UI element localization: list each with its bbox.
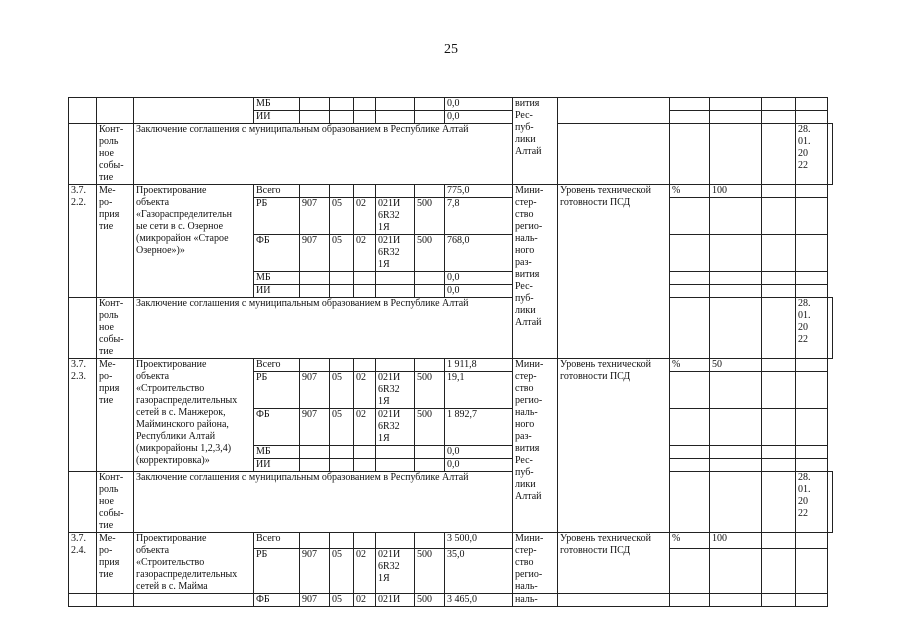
table-cell [330, 111, 354, 124]
table-cell [710, 124, 762, 185]
table-cell: Заключение соглашения с муниципальным образованием в Республике Алтай [134, 298, 513, 359]
table-cell: МБ [254, 272, 300, 285]
table-cell [415, 533, 445, 549]
table-cell [300, 359, 330, 372]
table-cell [762, 548, 796, 593]
table-cell [376, 285, 415, 298]
table-cell: 3.7. 2.3. [69, 359, 97, 472]
table-cell: 0,0 [445, 459, 513, 472]
table-cell [762, 359, 796, 372]
table-cell [330, 185, 354, 198]
table-cell: 500 [415, 548, 445, 593]
table-cell [300, 533, 330, 549]
table-cell: ИИ [254, 111, 300, 124]
table-cell: 100 [710, 533, 762, 549]
table-cell: Конт- роль ное собы- тие [97, 124, 134, 185]
table-cell [828, 472, 833, 533]
table-cell: 02 [354, 594, 376, 607]
table-cell: МБ [254, 446, 300, 459]
table-cell: 1 911,8 [445, 359, 513, 372]
table-row [69, 298, 833, 359]
table-cell: % [670, 359, 710, 372]
table-cell: 28. 01. 20 22 [796, 298, 828, 359]
table-cell [710, 409, 762, 446]
table-cell: Всего [254, 359, 300, 372]
table-cell [558, 98, 670, 124]
table-cell [762, 459, 796, 472]
table-cell: Проектирование объекта «Строительство газораспределительных сетей в с. Майма [134, 533, 254, 594]
table-cell [330, 272, 354, 285]
table-cell: 05 [330, 235, 354, 272]
table-cell [762, 446, 796, 459]
table-cell [670, 472, 710, 533]
table-cell: ФБ [254, 409, 300, 446]
table-cell: 0,0 [445, 285, 513, 298]
table-row [69, 533, 833, 549]
table-cell: 775,0 [445, 185, 513, 198]
table-cell [354, 359, 376, 372]
table-cell [376, 533, 415, 549]
table-cell: 3.7. 2.2. [69, 185, 97, 298]
table-cell [762, 235, 796, 272]
table-row [69, 472, 833, 533]
table-cell: 907 [300, 409, 330, 446]
table-cell [354, 111, 376, 124]
table-cell: 907 [300, 198, 330, 235]
table-cell [762, 185, 796, 198]
table-cell: 05 [330, 594, 354, 607]
table-cell [300, 185, 330, 198]
table-cell: 907 [300, 594, 330, 607]
table-cell [670, 446, 710, 459]
table-cell: 02 [354, 409, 376, 446]
table-cell: наль- [513, 594, 558, 607]
table-cell [762, 272, 796, 285]
table-cell [710, 235, 762, 272]
table-cell [354, 285, 376, 298]
table-cell: 0,0 [445, 272, 513, 285]
table-cell: 021И 6R32 1Я [376, 235, 415, 272]
table-cell: Уровень технической готовности ПСД [558, 185, 670, 359]
table-cell: Уровень технической готовности ПСД [558, 533, 670, 594]
table-cell: Всего [254, 185, 300, 198]
table-cell: 05 [330, 198, 354, 235]
table-cell [710, 472, 762, 533]
table-cell [376, 459, 415, 472]
table-cell: Всего [254, 533, 300, 549]
table-cell [796, 285, 828, 298]
table-cell [710, 111, 762, 124]
table-cell [670, 459, 710, 472]
table-cell [558, 124, 670, 185]
table-cell: 1 892,7 [445, 409, 513, 446]
table-cell: % [670, 185, 710, 198]
table-cell: 02 [354, 235, 376, 272]
table-cell: 50 [710, 359, 762, 372]
table-cell: 02 [354, 198, 376, 235]
table-cell: 05 [330, 372, 354, 409]
table-cell: 100 [710, 185, 762, 198]
page-number: 25 [444, 42, 458, 57]
table-cell [796, 594, 828, 607]
table-cell [330, 446, 354, 459]
table-cell [300, 285, 330, 298]
table-cell: 907 [300, 235, 330, 272]
table-cell: 021И 6R32 1Я [376, 372, 415, 409]
table-cell [354, 459, 376, 472]
table-cell [670, 111, 710, 124]
table-cell [330, 459, 354, 472]
table-cell [796, 409, 828, 446]
table-cell [415, 446, 445, 459]
table-cell [415, 98, 445, 111]
table-cell: 907 [300, 372, 330, 409]
table-cell [415, 359, 445, 372]
table-cell [69, 124, 97, 185]
table-cell [354, 272, 376, 285]
table-cell: 500 [415, 409, 445, 446]
table-cell: 500 [415, 594, 445, 607]
table-cell [69, 98, 97, 124]
table-cell [376, 272, 415, 285]
table-cell: 05 [330, 548, 354, 593]
table-cell [796, 185, 828, 198]
table-cell [670, 548, 710, 593]
table-cell [300, 446, 330, 459]
table-cell [69, 298, 97, 359]
table-cell: 500 [415, 198, 445, 235]
table-cell [710, 198, 762, 235]
table-cell [762, 198, 796, 235]
table-cell: 7,8 [445, 198, 513, 235]
table-cell [710, 285, 762, 298]
table-cell [670, 594, 710, 607]
table-cell [670, 298, 710, 359]
table-row [69, 124, 833, 185]
table-cell: 021И [376, 594, 415, 607]
table-cell: Ме- ро- прия тие [97, 533, 134, 594]
table-cell [415, 111, 445, 124]
table-cell [796, 98, 828, 111]
table-cell [354, 185, 376, 198]
table-cell [300, 98, 330, 111]
table-cell: 05 [330, 409, 354, 446]
table-cell: 28. 01. 20 22 [796, 124, 828, 185]
table-cell [710, 298, 762, 359]
table-cell: 02 [354, 372, 376, 409]
table-cell: Проектирование объекта «Газораспределительн ые сети в с. Озерное (микрорайон «Старое Озерное»)» [134, 185, 254, 298]
table-cell [300, 459, 330, 472]
table-cell [415, 272, 445, 285]
table-cell: Заключение соглашения с муниципальным образованием в Республике Алтай [134, 472, 513, 533]
table-cell: вития Рес- пуб- лики Алтай [513, 98, 558, 185]
table-cell: 0,0 [445, 446, 513, 459]
table-cell [710, 446, 762, 459]
table-cell: Конт- роль ное собы- тие [97, 472, 134, 533]
table-cell: Проектирование объекта «Строительство газораспределительных сетей в с. Манжерок, Майминского района, Республики Алтай (микрорайоны 1,2,3,4) (корректировка)» [134, 359, 254, 472]
table-cell [97, 594, 134, 607]
table-cell [762, 409, 796, 446]
table-cell [796, 272, 828, 285]
table-cell: Ме- ро- прия тие [97, 185, 134, 298]
table-cell [97, 98, 134, 124]
table-cell [762, 98, 796, 111]
table-cell [670, 235, 710, 272]
table-cell [670, 372, 710, 409]
table-cell: 768,0 [445, 235, 513, 272]
table-cell: 3.7. 2.4. [69, 533, 97, 594]
table-cell: 0,0 [445, 111, 513, 124]
table-cell: 3 500,0 [445, 533, 513, 549]
table-cell: 500 [415, 235, 445, 272]
table-cell: 02 [354, 548, 376, 593]
table-cell [134, 98, 254, 124]
table-cell [415, 459, 445, 472]
program-activities-table [68, 97, 833, 607]
table-cell [710, 272, 762, 285]
table-cell [300, 272, 330, 285]
table-cell [330, 533, 354, 549]
table-cell [796, 198, 828, 235]
table-cell [376, 185, 415, 198]
table-cell [796, 446, 828, 459]
table-cell [670, 272, 710, 285]
table-cell [670, 198, 710, 235]
table-cell: ФБ [254, 235, 300, 272]
table-cell [828, 298, 833, 359]
table-cell [762, 124, 796, 185]
table-cell [762, 285, 796, 298]
table-cell: Заключение соглашения с муниципальным образованием в Республике Алтай [134, 124, 513, 185]
table-cell [670, 409, 710, 446]
table-cell [134, 594, 254, 607]
table-cell [354, 98, 376, 111]
table-cell: 021И 6R32 1Я [376, 548, 415, 593]
table-cell [69, 472, 97, 533]
table-cell: 0,0 [445, 98, 513, 111]
table-cell: МБ [254, 98, 300, 111]
table-cell: Ме- ро- прия тие [97, 359, 134, 472]
table-row [69, 359, 833, 372]
table-cell: Мини- стер- ство регио- наль- ного раз- вития Рес- пуб- лики Алтай [513, 359, 558, 533]
table-cell: РБ [254, 548, 300, 593]
table-cell [762, 533, 796, 549]
table-cell [330, 359, 354, 372]
table-cell: 35,0 [445, 548, 513, 593]
table-cell [670, 285, 710, 298]
table-cell: Мини- стер- ство регио- наль- ного раз- вития Рес- пуб- лики Алтай [513, 185, 558, 359]
table-cell [354, 446, 376, 459]
table-row [69, 98, 833, 111]
table-cell [69, 594, 97, 607]
table-cell [796, 548, 828, 593]
table-cell: Уровень технической готовности ПСД [558, 359, 670, 533]
table-cell [796, 459, 828, 472]
table-cell [762, 594, 796, 607]
table-cell: 3 465,0 [445, 594, 513, 607]
table-cell: 907 [300, 548, 330, 593]
table-cell [330, 285, 354, 298]
table-cell [376, 359, 415, 372]
table-cell: 19,1 [445, 372, 513, 409]
table-cell: ИИ [254, 459, 300, 472]
table-cell [710, 98, 762, 111]
table-cell [670, 98, 710, 111]
table-cell [300, 111, 330, 124]
table-cell [354, 533, 376, 549]
table-cell [796, 533, 828, 549]
table-cell [710, 459, 762, 472]
table-cell [376, 446, 415, 459]
table-cell [796, 111, 828, 124]
table-cell: 021И 6R32 1Я [376, 198, 415, 235]
table-cell [796, 359, 828, 372]
table-cell [796, 372, 828, 409]
table-cell: ИИ [254, 285, 300, 298]
table-cell [558, 594, 670, 607]
table-cell [762, 372, 796, 409]
table-cell [828, 124, 833, 185]
table-cell [710, 372, 762, 409]
table-cell: 021И 6R32 1Я [376, 409, 415, 446]
table-cell [330, 98, 354, 111]
table-cell: РБ [254, 372, 300, 409]
table-cell: 500 [415, 372, 445, 409]
table-cell: РБ [254, 198, 300, 235]
table-cell [710, 594, 762, 607]
table-row [69, 185, 833, 198]
table-cell [670, 124, 710, 185]
table-cell [762, 472, 796, 533]
table-cell: Мини- стер- ство регио- наль- [513, 533, 558, 594]
table-cell [415, 285, 445, 298]
table-row [69, 594, 833, 607]
table-cell: % [670, 533, 710, 549]
table-cell [415, 185, 445, 198]
table-cell [796, 235, 828, 272]
table-cell: Конт- роль ное собы- тие [97, 298, 134, 359]
table-cell: ФБ [254, 594, 300, 607]
table-cell [762, 111, 796, 124]
table-cell [376, 98, 415, 111]
table-cell [762, 298, 796, 359]
table-cell: 28. 01. 20 22 [796, 472, 828, 533]
table-cell [710, 548, 762, 593]
table-cell [376, 111, 415, 124]
